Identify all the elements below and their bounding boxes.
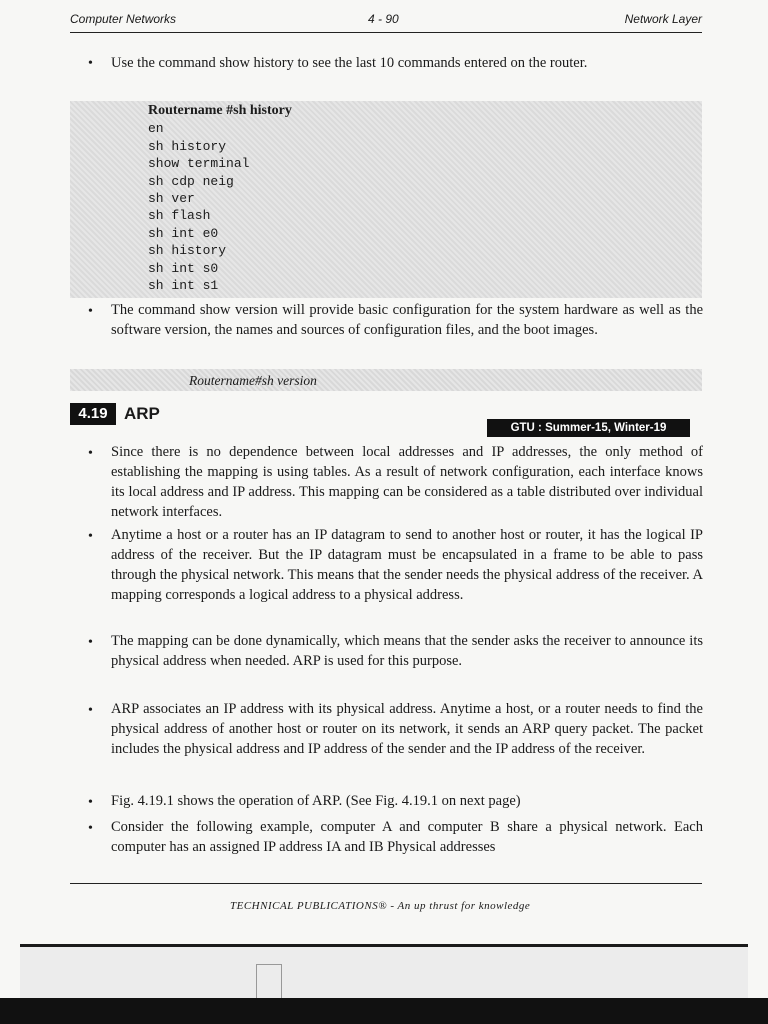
header-chapter-title: Network Layer (624, 12, 702, 26)
code-line: sh history (148, 243, 227, 258)
section-number: 4.19 (70, 403, 116, 425)
code-prompt: Routername #sh history (148, 103, 292, 118)
header-page-number: 4 - 90 (368, 12, 399, 26)
code-line: en (148, 121, 164, 136)
bullet-glyph: • (88, 529, 93, 544)
code-line: sh int s0 (148, 261, 219, 276)
bullet-glyph: • (88, 446, 93, 461)
bullet-glyph: • (88, 821, 93, 836)
footer-rule (70, 883, 702, 884)
code-line: sh history (148, 139, 227, 154)
running-header (70, 12, 702, 30)
paragraph-example: Consider the following example, computer A and computer B share a physical network. Each computer has an assigned IP address IA and IB Physical addresses (111, 819, 703, 855)
paragraph-arp-datagram: Anytime a host or a router has an IP datagram to send to another host or router, it has the logical IP address of the receiver. But the IP datagram must be encapsulated in a frame to be able to pass through the physical network. This means that the sender needs the physical address of the receiver. A mapping corresponds a logical address to a physical address. (111, 527, 703, 603)
binding-mark (256, 964, 282, 1002)
code-line: sh flash (148, 208, 211, 223)
paragraph-figure-ref: Fig. 4.19.1 shows the operation of ARP. (See Fig. 4.19.1 on next page) (111, 793, 521, 809)
code-line: sh int e0 (148, 226, 219, 241)
code-line: sh cdp neig (148, 174, 234, 189)
paragraph-show-history: Use the command show history to see the last 10 commands entered on the router. (111, 55, 588, 71)
paragraph-arp-query: ARP associates an IP address with its physical address. Anytime a host, or a router needs to find the physical address of another host or router on its network, it sends an ARP query packet. The packet includes the physical address and IP address of the sender and the IP address of the receiver. (111, 701, 703, 757)
scan-border (0, 998, 768, 1024)
code-line: sh int s1 (148, 278, 219, 293)
bullet-glyph: • (88, 795, 93, 810)
code-block-version (70, 369, 702, 391)
header-book-title: Computer Networks (70, 12, 177, 26)
paragraph-show-version: The command show version will provide basic configuration for the system hardware as well as the software version, the names and sources of configuration files, and the boot images. (111, 302, 703, 338)
bullet-glyph: • (88, 304, 93, 319)
next-page-gutter (20, 947, 748, 1005)
footer-publisher: TECHNICAL PUBLICATIONS® - An up thrust for knowledge (230, 900, 531, 912)
header-rule (70, 32, 702, 33)
section-title: ARP (124, 404, 160, 423)
paragraph-arp-dynamic: The mapping can be done dynamically, which means that the sender asks the receiver to announce its physical address when needed. ARP is used for this purpose. (111, 633, 703, 669)
bullet-glyph: • (88, 56, 93, 71)
bullet-glyph: • (88, 635, 93, 650)
version-command: Routername#sh version (189, 373, 317, 388)
code-line: sh ver (148, 191, 195, 206)
exam-badge: GTU : Summer-15, Winter-19 (487, 419, 690, 437)
paragraph-arp-tables: Since there is no dependence between local addresses and IP addresses, the only method of establishing the mapping is using tables. As a result of network configuration, each interface knows its local address and IP address. This mapping can be considered as a table distributed over individual network interfaces. (111, 444, 703, 520)
code-line: show terminal (148, 156, 250, 171)
bullet-glyph: • (88, 703, 93, 718)
